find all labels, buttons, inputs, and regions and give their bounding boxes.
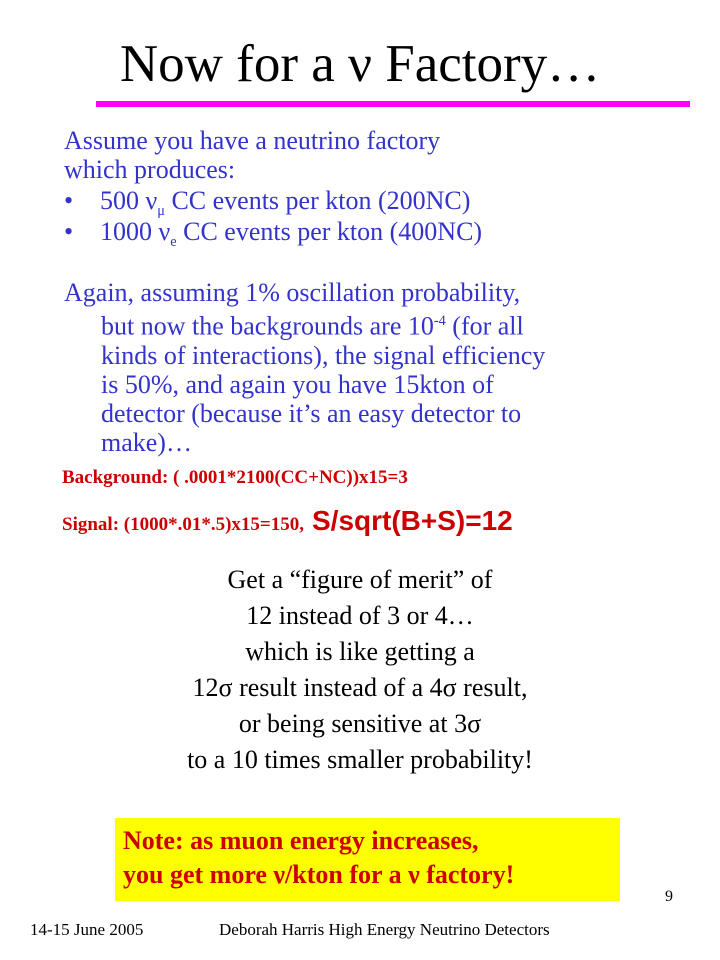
signal-calculation bbox=[62, 505, 513, 541]
signal-text: Signal: (1000*.01*.5)x15=150, bbox=[62, 514, 304, 535]
bullet-dot: • bbox=[64, 186, 74, 215]
figure-of-merit-text bbox=[0, 562, 720, 778]
paragraph-line: make)… bbox=[101, 427, 192, 457]
merit-line: to a 10 times smaller probability! bbox=[187, 745, 533, 774]
paragraph-line: but now the backgrounds are 10 bbox=[101, 311, 434, 341]
bullet-dot: • bbox=[64, 217, 74, 246]
bullet-text: CC events per kton (200NC) bbox=[164, 186, 471, 215]
note-line: Note: as muon energy increases, bbox=[123, 826, 479, 855]
merit-line: 12 instead of 3 or 4… bbox=[246, 601, 474, 630]
paragraph-line: is 50%, and again you have 15kton of bbox=[101, 369, 494, 399]
background-calculation: Background: ( .0001*2100(CC+NC))x15=3 bbox=[62, 467, 408, 488]
assumption-paragraph bbox=[64, 278, 664, 457]
intro-line-1: Assume you have a neutrino factory bbox=[64, 126, 441, 155]
merit-line: Get a “figure of merit” of bbox=[227, 565, 493, 594]
merit-line: or being sensitive at 3σ bbox=[238, 709, 482, 738]
footer-date: 14-15 June 2005 bbox=[30, 920, 144, 939]
paragraph-line: (for all bbox=[445, 311, 524, 341]
footer-author: Deborah Harris High Energy Neutrino Detectors bbox=[219, 920, 550, 939]
signal-ratio: S/sqrt(B+S)=12 bbox=[312, 505, 513, 536]
note-line: you get more ν/kton for a ν factory! bbox=[123, 860, 515, 889]
paragraph-line: detector (because it’s an easy detector to bbox=[101, 398, 522, 428]
bullet-subscript: μ bbox=[157, 203, 165, 220]
intro-line-2: which produces: bbox=[64, 155, 236, 184]
merit-line: which is like getting a bbox=[245, 637, 475, 666]
paragraph-line: Again, assuming 1% oscillation probability, bbox=[64, 278, 521, 307]
bullet-subscript: e bbox=[170, 234, 177, 251]
bullet-text: 500 ν bbox=[100, 186, 158, 215]
bullet-text: 1000 ν bbox=[100, 217, 171, 246]
merit-line: 12σ result instead of a 4σ result, bbox=[192, 673, 528, 702]
note-box bbox=[115, 818, 620, 901]
bullet-text: CC events per kton (400NC) bbox=[176, 217, 483, 246]
slide-title: Now for a ν Factory… bbox=[119, 35, 601, 93]
paragraph-line: kinds of interactions), the signal efficiency bbox=[101, 340, 546, 370]
paragraph-superscript: -4 bbox=[433, 313, 446, 329]
page-number: 9 bbox=[665, 888, 673, 905]
title-divider bbox=[96, 101, 690, 107]
